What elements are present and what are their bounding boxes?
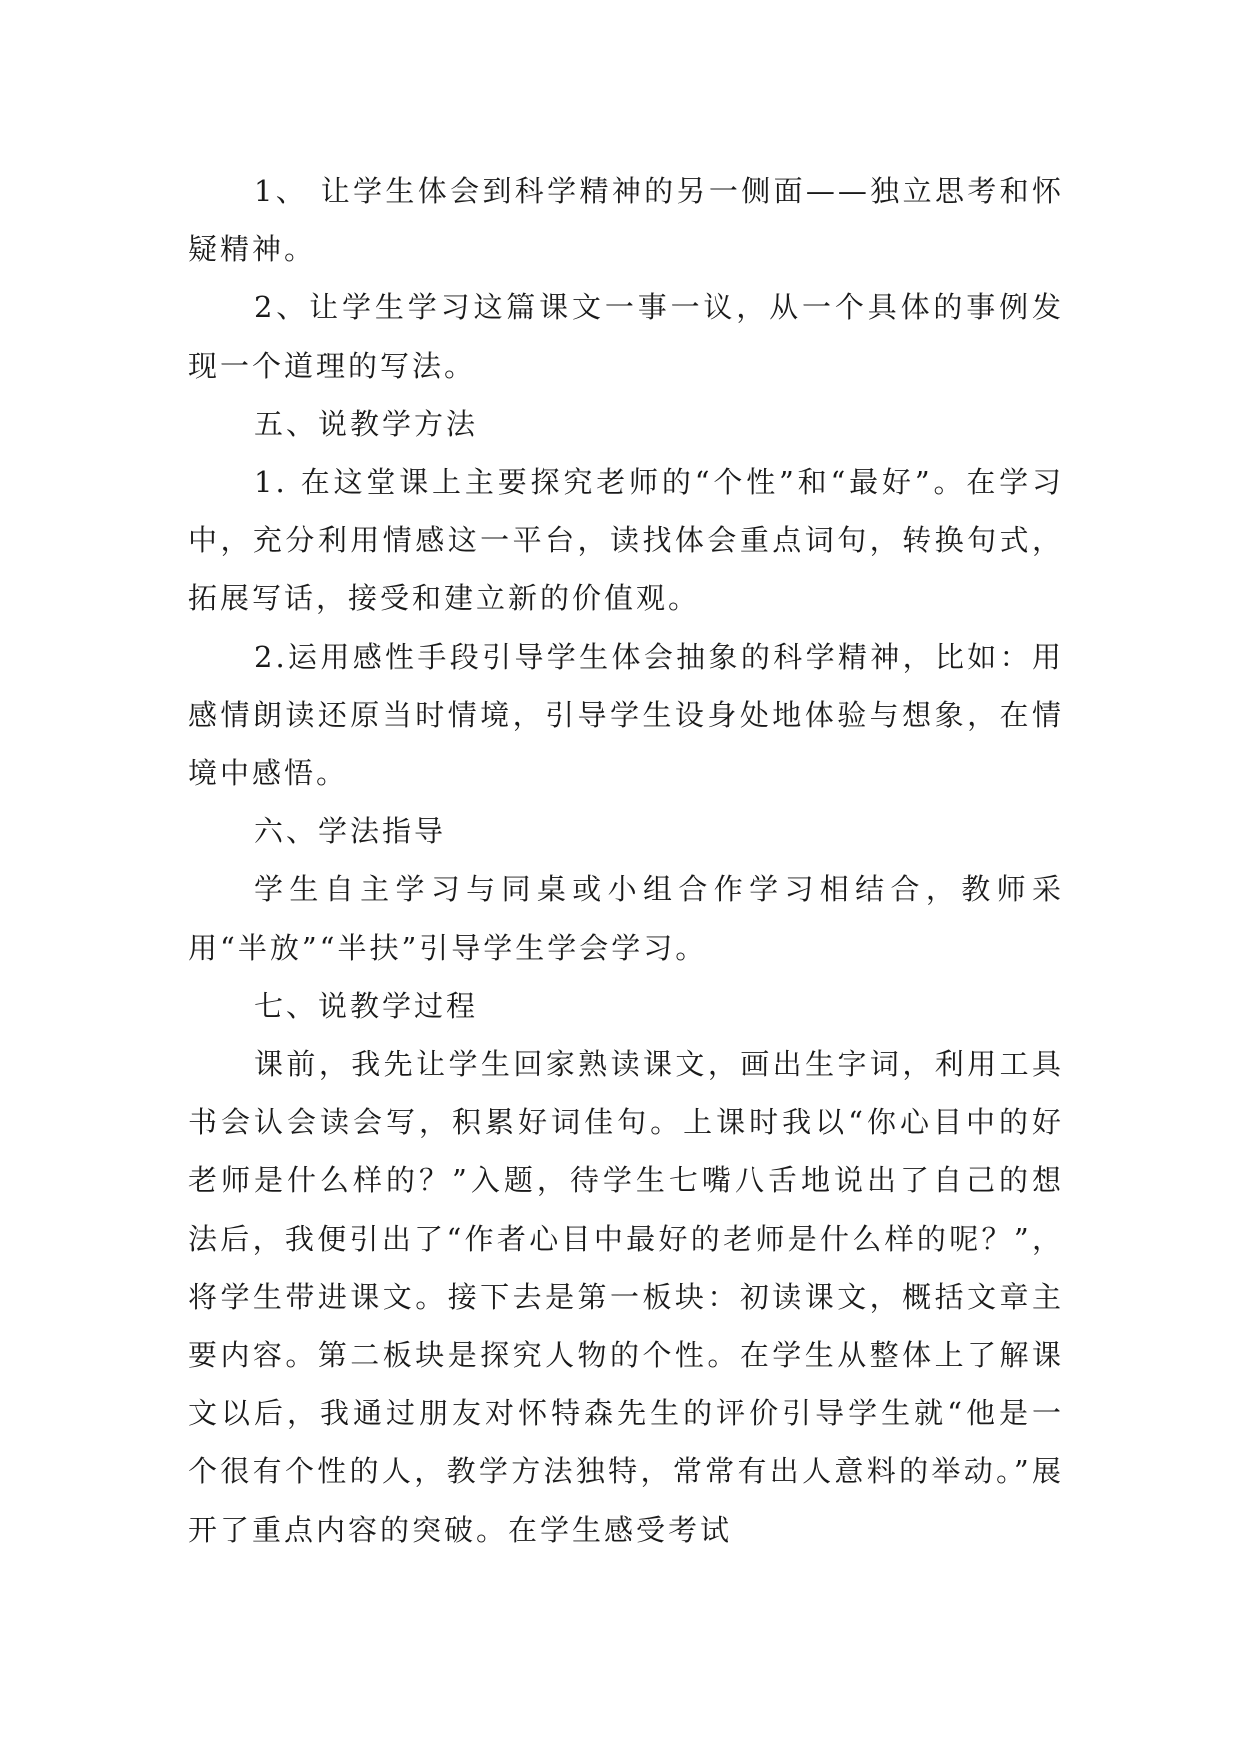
paragraph-method-2: 2.运用感性手段引导学生体会抽象的科学精神，比如：用感情朗读还原当时情境，引导学生设身处地体验与想象，在情境中感悟。 — [188, 639, 1064, 791]
paragraph-goal-2: 2、让学生学习这篇课文一事一议，从一个具体的事例发现一个道理的写法。 — [188, 290, 1064, 383]
section-heading-teaching-process: 七、说教学过程 — [254, 988, 479, 1023]
paragraph-method-1: 1. 在这堂课上主要探究老师的“个性”和“最好”。在学习中，充分利用情感这一平台，读找体会重点词句，转换句式，拓展写话，接受和建立新的价值观。 — [188, 465, 1064, 616]
paragraph-teaching-process: 课前，我先让学生回家熟读课文，画出生字词，利用工具书会认会读会写，积累好词佳句。上课时我以“你心目中的好老师是什么样的？”入题，待学生七嘴八舌地说出了自己的想法后，我便引出了“作者心目中最好的老师是什么样的呢？”，将学生带进课文。接下去是第一板块：初读课文，概括文章主要内容。第二板块是探究人物的个性。在学生从整体上了解课文以后，我通过朋友对怀特森先生的评价引导学生就“他是一个很有个性的人，教学方法独特，常常有出人意料的举动。”展开了重点内容的突破。在学生感受考试 — [188, 1047, 1064, 1547]
section-heading-methods: 五、说教学方法 — [254, 406, 479, 441]
section-heading-study-guidance: 六、学法指导 — [254, 814, 447, 849]
paragraph-study-guidance: 学生自主学习与同桌或小组合作学习相结合，教师采用“半放”“半扶”引导学生学会学习。 — [188, 872, 1064, 965]
document-body — [188, 162, 1064, 1559]
paragraph-goal-1: 1、 让学生体会到科学精神的另一侧面——独立思考和怀疑精神。 — [188, 174, 1064, 267]
